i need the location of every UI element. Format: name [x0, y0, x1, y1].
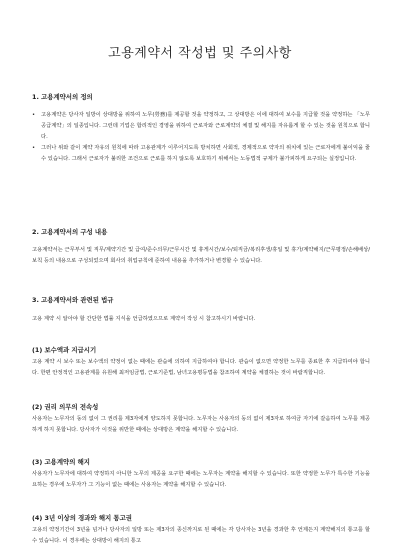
subsection-paragraph: 고용의 약정기간이 3년을 넘거나 당사자의 일방 또는 제3자의 종신까지로 된 때에는 각 당사자는 3년을 경과한 후 언제든지 계약해지의 통고를 할 수 있습니다. 이 경우에는 상대방이 해지의 통고	[32, 527, 370, 544]
subsection-heading: (2) 권리 의무의 전속성	[32, 403, 99, 411]
bullet-text: 고용계약은 당사자 일방이 상대방을 위하여 노무(勞務)를 제공할 것을 약정하고, 그 상대방은 이에 대하여 보수를 지급할 것을 약정하는 「노무공급계약」의 일종입니다. 그런데 기업은 합리적인 경영을 위하여 근로자와 근로계약의 체결 및 해지를 자유롭게 할 수 있는 것을 원칙으로 합니다.	[41, 112, 370, 140]
section-heading: 2. 고용계약서의 구성 내용	[32, 228, 108, 236]
section-definition	[32, 93, 370, 165]
section-heading: 3. 고용계약서와 관련된 법규	[32, 296, 114, 304]
section-paragraph: 고용계약서는 근무부서 및 직무/계약기간 및 급여/준수의무/근무시간 및 휴게시간/보수/퇴직금/복리후생/휴일 및 휴가/계약해지/근무평정/손해배상/보칙 등의 내용으로 구성되었으며 회사의 취업규칙에 준하여 내용을 추가하거나 변경할 수 있습니다.	[32, 247, 370, 264]
bullet-item	[32, 110, 370, 143]
section-composition	[32, 228, 370, 267]
section-laws	[32, 296, 370, 325]
bullet-text: 그러나 위와 같이 계약 자유의 원칙에 따라 고용관계가 이루어지도록 방치하면 사회적, 경제적으로 약자의 위치에 있는 근로자에게 불이익을 줄 수 있습니다. 그래서 근로자가 불리한 조건으로 근로를 하지 않도록 보호하기 위해서는 노동법적 규제가 불가피하게 요구되는 실정입니다.	[41, 145, 370, 162]
subsection-heading: (4) 3년 이상의 경과와 해지 통고권	[32, 514, 132, 522]
subsection-rights	[32, 403, 370, 436]
bullet-dot-icon: •	[32, 145, 36, 151]
subsection-paragraph: 고용 계약 시 보수 또는 보수액의 약정이 없는 때에는 관습에 의하여 지급하여야 합니다. 관습이 없으면 약정한 노무를 종료한 후 지급하여야 합니다. 한편 안정적인 고용관계를 유원해 최저임금법, 근로기준법, 남녀고용평등법을 참조하여 계약을 체결하는 것이 바람직합니다.	[32, 359, 370, 376]
document-title: 고용계약서 작성법 및 주의사항	[108, 46, 292, 61]
subsection-heading: (3) 고용계약의 해지	[32, 458, 90, 466]
bullet-list	[32, 110, 370, 165]
bullet-dot-icon: •	[32, 112, 36, 118]
subsection-pay	[32, 346, 370, 379]
subsection-termination	[32, 458, 370, 491]
subsection-heading: (1) 보수액과 지급시기	[32, 346, 97, 354]
subsection-notice	[32, 514, 370, 547]
section-heading: 1. 고용계약서의 정의	[32, 93, 93, 101]
bullet-item	[32, 143, 370, 165]
subsection-paragraph: 사용자는 노무자의 동의 없이 그 권리를 제3자에게 양도하지 못합니다. 노무자는 사용자의 동의 없이 제3자로 하여금 자기에 갈음하여 노무를 제공하게 하지 못합니다. 당사자가 이것을 위반한 때에는 상대방은 계약을 해지할 수 있습니다.	[32, 416, 370, 433]
subsection-paragraph: 사용자가 노무자에 대하여 약정하지 아니한 노무의 제공을 요구한 때에는 노무자는 계약을 해지할 수 있습니다. 또한 약정한 노무가 특수한 기능을 요하는 경우에 노무자가 그 기능이 없는 때에는 사용자는 계약을 해지할 수 있습니다.	[32, 471, 370, 488]
section-paragraph: 고용 계약 시 알아야 할 간단한 법률 지식을 언급하였으므로 계약서 작성 시 참고하시기 바랍니다.	[32, 316, 256, 322]
